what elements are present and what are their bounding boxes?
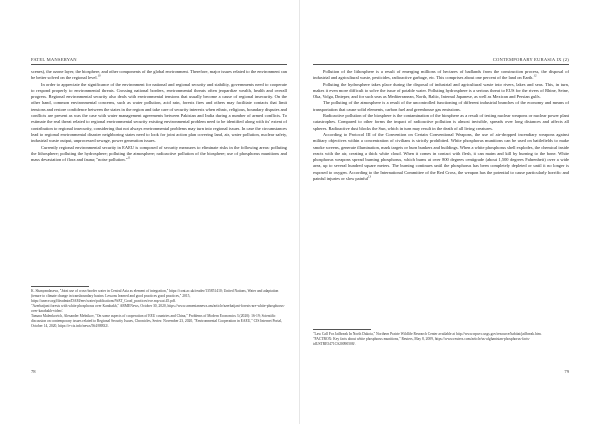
footnote: "Azerbaijani forests with white phosphorus over Karabakh," ARMENews, October 30, 2020, https://www.armeniannews.am/article/azerbaijani-forests-are-white-phosphorus-over-karabakh-video/. <box>31 303 285 313</box>
footnote-rule <box>31 286 89 287</box>
running-head-journal: CONTEMPORARY EURASIA IX (2) <box>492 57 569 62</box>
left-body-text <box>31 69 287 163</box>
running-head-author: FATEL MANSERYAN <box>31 57 77 62</box>
footnote: "Law Call For Jailbreak In North Dakota," Northern Prairie Wildlife Research Center available at http://www.npwrc.usgs.gov/resource/habitat/jailbreak.htm. <box>313 332 542 336</box>
right-page <box>300 0 600 424</box>
footnote-ref[interactable]: 12 <box>533 73 537 78</box>
header-rule <box>313 64 569 65</box>
paragraph: Currently regional environmental security in EAEU is composed of security measures to eliminate risks in the following areas: polluting the lithosphere; polluting the hydrosphere; polluting the atmosphere; radioactive pollution of the biosphere; use of phosphorus munitions and mass devastation of flora and fauna; "noise pollution."$^{11}$ <box>31 144 287 163</box>
footnote-ref[interactable]: 11 <box>127 155 131 160</box>
footnote-rule <box>313 329 371 330</box>
header-rule <box>31 64 287 65</box>
footnote: Tamara Malenkovich, Alexander Melnikov, "On some aspects of cooperation of EEU countries and China," Problems of Modern Economics 3 (2020): 16-19; Scientific discussion on contemporary issues related to Regional Security Issues, Chronicles, Series: November 23, 2020, "Environmental Cooperation in EAEU," CIS Internet Portal, October 14, 2020, https://e-cis.info/news/564/88832/. <box>31 314 283 328</box>
footnote-ref[interactable]: 13 <box>367 174 371 179</box>
footnote: "FACTBOX: Key facts about white phosphorus munitions," Reuters, May 8, 2009, https://www.reuters.com/article/us-afghanistan-phosphorus-facts-idUSTRE5471CS20090508/. <box>313 337 531 347</box>
paragraph: Pollution of the lithosphere is a result of emerging millions of hectares of badlands from the construction process, the disposal of industrial and agricultural waste, pesticides, radioactive garbage, etc. This comprises about one percent of the land on Earth.$^{12}$ <box>313 69 569 81</box>
page-number: 78 <box>31 369 36 374</box>
footnotes <box>313 329 569 348</box>
paragraph: In order to appreciate the significance of the environment for national and regional security and stability, governments need to cooperate to respond properly to environmental threats. Crossing national borders, environmental threats often jeopardize wealth, health and overall progress. Regional environmental security also deals with environmental tensions that usually become a cause of regional insecurity. On the other hand, common environmental concerns, such as water pollution, acid rain, forests fires and others may facilitate contacts that limit tensions and restore confidence between the states in the region and take care of security interests when ethnic, religious, boundary disputes and conflicts are present as was the case with water management agreements between Pakistan and India during a number of armed conflicts. To estimate the real threat related to regional environmental security existing environmental problem need to be identified along with its' extent of contribution to regional insecurity, considering that not always environmental problems may turn into regional issues. In case the circumstances lead to regional environmental disaster neighboring states need to look for joint action plan covering land, air, water pollution, nuclear safety, industrial waste output, unprocessed sewage, power generation issues. <box>31 81 287 144</box>
footnote-ref[interactable]: 10 <box>97 73 101 78</box>
paragraph: Polluting the hydrosphere takes place during the disposal of industrial and agricultural waste into rivers, lakes and seas. This, in turn, makes it even more difficult to solve the issue of potable water. Polluting hydrosphere is a serious threat to EUS for the rivers of Rhine, Seine, Oka, Volga, Dnieper, and for such seas as Mediterranean, North, Baltic, Internal Japanese, as well as Mexican and Persian gulfs. <box>313 81 569 100</box>
footnotes <box>31 286 287 329</box>
footnote: K. Shanyandaseva, "Joint use of cross-border water in Central Asia as element of integration," https://cont.ac.uk/reader/135851410; United Nations, Water and adaptation (tenure to climate change in transboundary basins: Lessons learned and good practices good practices," 2015, https://unece.org/fileadmin/DAM/env/water/publications/WAT_Good_practices/ece.mp.wat.45.pdf. <box>31 289 279 303</box>
page-number: 79 <box>564 369 569 374</box>
right-body-text <box>313 69 569 182</box>
paragraph: According to Protocol III of the Convention on Certain Conventional Weapons, the use of air-dropped incendiary weapons against military objectives within a concentration of civilians is strictly prohibited. White phosphorus munitions can be used on battlefields to make smoke screens, generate illumination, mark targets or burn bunkers and buildings. When a white phosphorus shell explodes, the chemical inside reacts with the air, creating a thick white cloud. When it comes in contact with flesh, it can maim and kill by burning to the bone. White phosphorus weapons spread burning phosphorus, which burns at over 800 degrees centigrade (about 1,500 degrees Fahrenheit) over a wide area, up to several hundred square meters. The burning continues until the phosphorus has been completely depleted or until it no longer is exposed to oxygen. According to the International Committee of the Red Cross, the weapon has the potential to cause particularly horrific and painful injuries or slow painful$^{13}$ <box>313 131 569 182</box>
paragraph: Radioactive pollution of the biosphere is the contamination of the biosphere as a result of testing nuclear weapons or nuclear power plant catastrophes. Compared to other forms the impact of radioactive pollution is almost invisible, spreads over long distances and affects all spheres. Radioactive dust blocks the Sun, which in turn may result in the death of all living creatures. <box>313 113 569 131</box>
paragraph: scenes), the ozone layer, the biosphere, and other components of the global environment. Therefore, major issues related to the environment can be better solved on the regional level.$^{10}$ <box>31 69 287 81</box>
paragraph: The polluting of the atmosphere is a result of the uncontrolled functioning of different industrial branches of the economy and means of transportation that cause solid elements, carbon fuel and greenhouse gas emissions. <box>313 100 569 112</box>
